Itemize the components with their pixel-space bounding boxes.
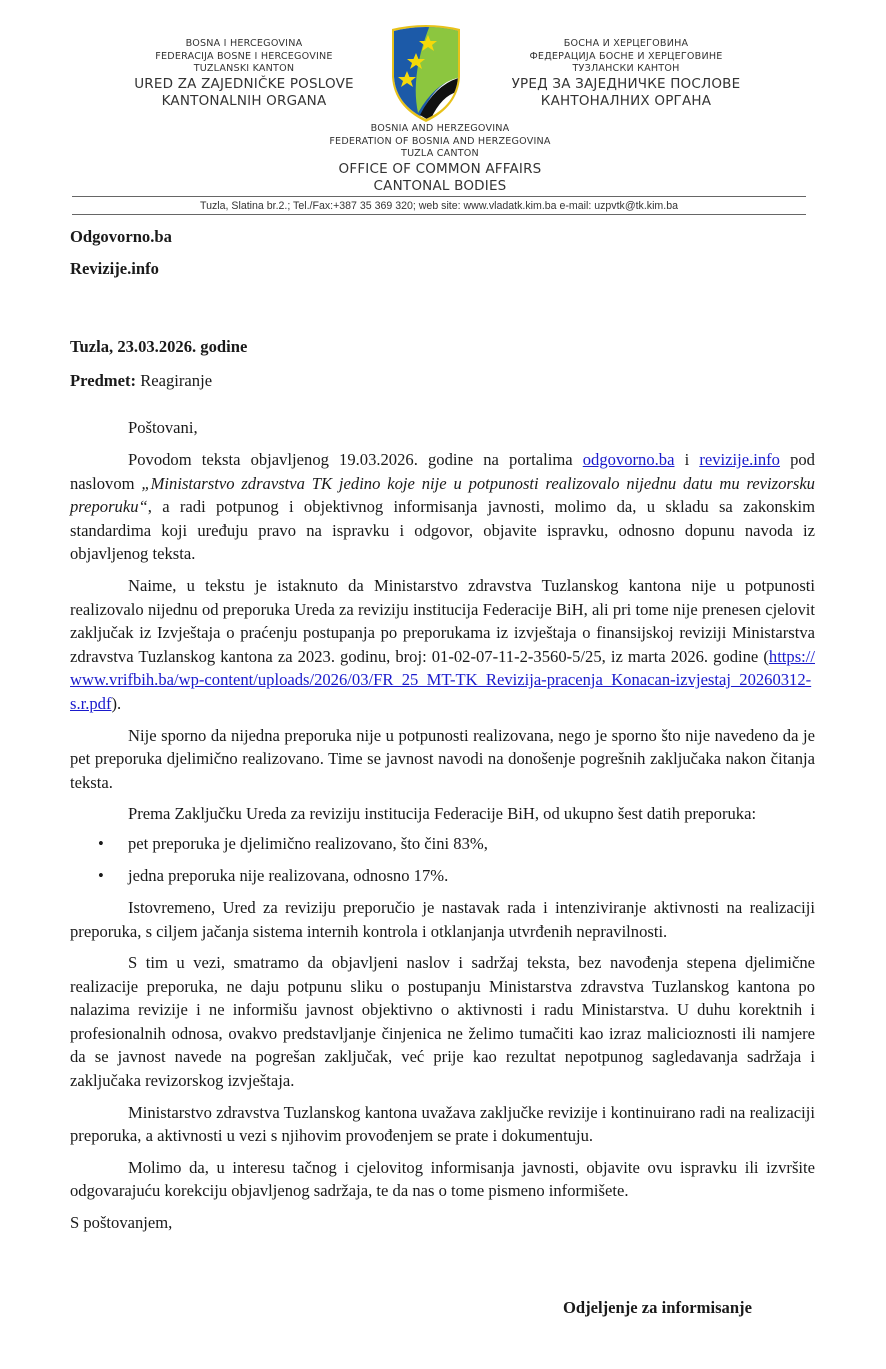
paragraph-1 — [70, 448, 815, 566]
signature: Odjeljenje za informisanje — [563, 1298, 752, 1317]
letterhead-office-sub: KANTONALNIH ORGANA — [161, 92, 327, 109]
contact-info: Tuzla, Slatina br.2.; Tel./Fax:+387 35 369 320; web site: www.vladatk.kim.ba e-mail: uzpvtk@tk.kim.ba — [200, 200, 678, 212]
letterhead-canton-en: TUZLA CANTON — [401, 148, 479, 159]
letterhead-office-sub-cyr: КАНТОНАЛНИХ ОРГАНА — [540, 92, 712, 109]
letterhead-country: BOSNA I HERCEGOVINA — [185, 38, 303, 49]
letterhead-center-english — [280, 123, 600, 196]
link-audit-report[interactable]: https://www.vrifbih.ba/wp-content/uploads/2026/03/FR_25_MT-TK_Revizija-pracenja_Konacan-izvjestaj_20260312-s.r.pdf — [70, 646, 815, 713]
p1-text-d: , a radi potpunog i objektivnog informisanja javnosti, molimo da, u skladu sa zakonskim standardima koji uređuju pravo na ispravku i odgovor, objavite ispravku, odnosno dopunu navoda iz objavljenog teksta. — [70, 497, 815, 564]
header-divider-bottom — [72, 214, 806, 215]
salutation: Poštovani, — [128, 418, 198, 437]
recommendations-list — [70, 832, 815, 888]
paragraph-6: S tim u vezi, smatramo da objavljeni naslov i sadržaj teksta, bez navođenja stepena djelimične realizacije preporuka, ne daju potpunu sliku o postupanju Ministarstva zdravstva Tuzlanskog kantona po nalazima revizije i ne informišu javnost objektivno o aktivnosti i radu Ministarstva. U duhu korektnih i profesionalnih odnosa, ovakvo predstavljanje činjenica ne želimo tumačiti kao izraz malicioznosti ili namjere da se javnost navede na pogrešan zaključak, već prije kao rezultat nepotpunog sagledavanja sadržaja i zaključaka revizorskog izvještaja. — [70, 953, 815, 1091]
letterhead-office: URED ZA ZAJEDNIČKE POSLOVE — [134, 75, 354, 92]
list-item — [70, 864, 815, 888]
bullet-icon: • — [98, 865, 104, 885]
recipient-revizije: Revizije.info — [70, 259, 159, 278]
coat-of-arms-icon — [390, 25, 462, 123]
p2-text-a: Naime, u tekstu je istaknuto da Ministarstvo zdravstva Tuzlanskog kantona nije u potpunosti realizovalo nijednu od preporuka Ureda za reviziju institucija Federacije BiH, ali pri tome nije prenesen cjelovit zaključak iz Izvještaja o praćenju postupanja po preporukama iz izvještaja o finansijskoj reviziji Ministarstva zdravstva Tuzlanskog kantona za 2023. godinu, broj: 01-02-07-11-2-3560-5/25, iz marta 2026. godine ( — [70, 575, 815, 666]
list-item-text: pet preporuka je djelimično realizovano, što čini 83%, — [128, 833, 488, 853]
recipient-odgovorno: Odgovorno.ba — [70, 227, 172, 246]
letterhead-canton: TUZLANSKI KANTON — [193, 63, 295, 74]
letterhead-federation: FEDERACIJA BOSNE I HERCEGOVINE — [155, 50, 333, 62]
paragraph-2 — [70, 574, 815, 716]
letterhead-federation-en: FEDERATION OF BOSNIA AND HERZEGOVINA — [329, 135, 551, 147]
link-revizije[interactable]: revizije.info — [699, 450, 780, 469]
bullet-icon: • — [98, 833, 104, 853]
paragraph-3: Nije sporno da nijedna preporuka nije u potpunosti realizovana, nego je sporno što nije navedeno da je pet preporuka djelimično realizovano. Time se javnost navodi na donošenje pogrešnih zaključaka nakon čitanja teksta. — [70, 725, 815, 792]
letter-body — [70, 224, 815, 1235]
paragraph-4: Prema Zaključku Ureda za reviziju institucija Federacije BiH, od ukupno šest datih preporuka: — [128, 804, 757, 824]
list-item — [70, 832, 815, 856]
letterhead-country-cyr: БОСНА И ХЕРЦЕГОВИНА — [563, 38, 689, 49]
paragraph-7: Ministarstvo zdravstva Tuzlanskog kantona uvažava zaključke revizije i kontinuirano radi na realizaciji preporuka, a aktivnosti u vezi s njihovim provođenjem se prate i dokumentuju. — [70, 1102, 815, 1146]
article-title-quote: „Ministarstvo zdravstva TK jedino koje nije u potpunosti realizovalo nijednu datu mu revizorsku preporuku“ — [70, 473, 815, 517]
closing: S poštovanjem, — [70, 1213, 173, 1233]
letterhead-office-sub-en: CANTONAL BODIES — [373, 178, 507, 194]
p1-text-c: pod naslovom — [70, 450, 815, 493]
subject-label: Predmet: — [70, 371, 137, 390]
date-line: Tuzla, 23.03.2026. godine — [70, 337, 248, 356]
paragraph-8: Molimo da, u interesu tačnog i cjelovitog informisanja javnosti, objavite ovu ispravku ili izvršite odgovarajuću korekciju objavljenog sadržaja, te da nas o tome pismeno informišete. — [70, 1157, 815, 1201]
letterhead-federation-cyr: ФЕДЕРАЦИЈА БОСНЕ И ХЕРЦЕГОВИНЕ — [529, 50, 723, 62]
subject-line — [70, 368, 815, 394]
header-divider-top — [72, 196, 806, 197]
p1-text-b: i — [674, 450, 700, 469]
letterhead-office-cyr: УРЕД ЗА ЗАЈЕДНИЧКЕ ПОСЛОВЕ — [511, 75, 741, 92]
paragraph-5: Istovremeno, Ured za reviziju preporučio je nastavak rada i intenziviranje aktivnosti na realizaciji preporuka, s ciljem jačanja sistema internih kontrola i otklanjanja utvrđenih nepravilnosti. — [70, 897, 815, 941]
p1-text-a: Povodom teksta objavljenog 19.03.2026. godine na portalima — [128, 450, 583, 469]
letterhead-left-latin — [104, 38, 384, 110]
list-item-text: jedna preporuka nije realizovana, odnosno 17%. — [128, 865, 449, 885]
subject-value: Reagiranje — [140, 371, 213, 390]
letterhead-country-en: BOSNIA AND HERZEGOVINA — [370, 123, 510, 134]
letterhead-right-cyrillic — [486, 38, 766, 110]
letterhead-canton-cyr: ТУЗЛАНСКИ КАНТОН — [572, 63, 680, 74]
letterhead-office-en: OFFICE OF COMMON AFFAIRS — [338, 160, 542, 177]
link-odgovorno[interactable]: odgovorno.ba — [582, 450, 675, 469]
p2-text-b: ). — [111, 693, 122, 713]
